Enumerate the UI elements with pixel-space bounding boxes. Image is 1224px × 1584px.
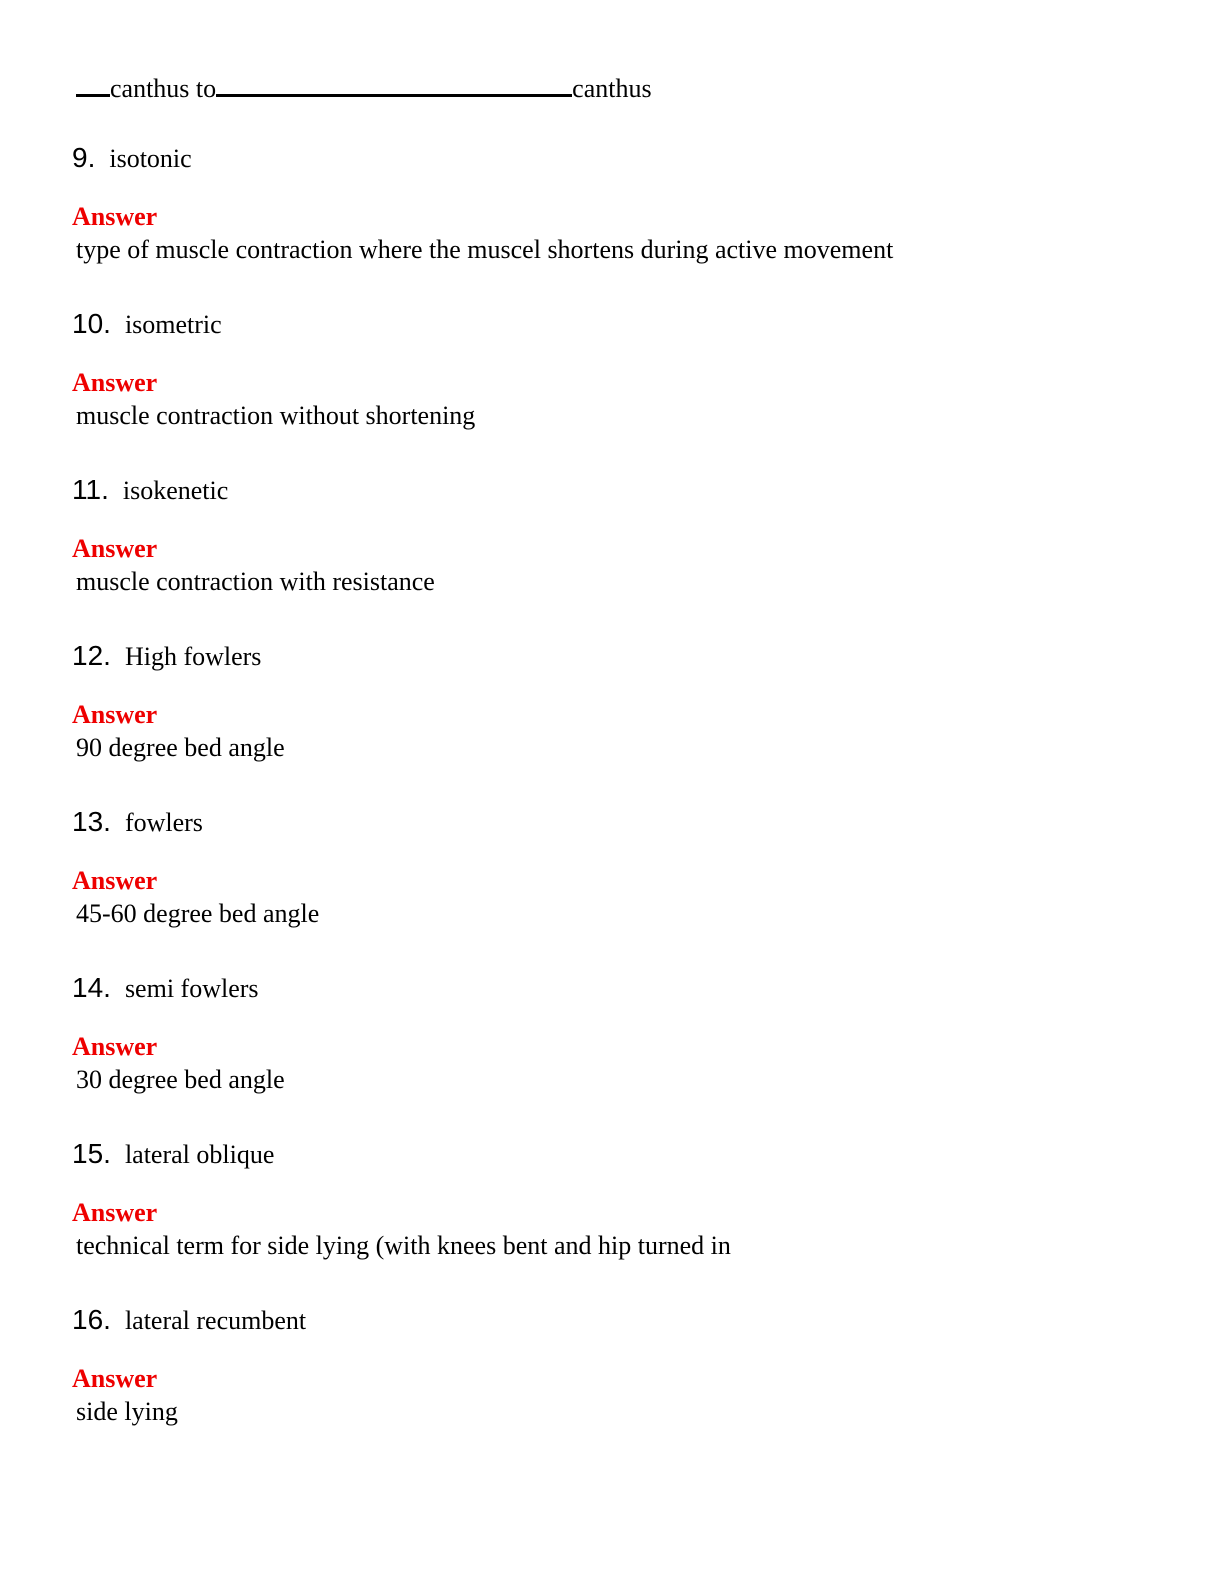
question-item-15 — [72, 1134, 1172, 1262]
answer-label: Answer — [72, 1198, 158, 1227]
question-term: High fowlers — [124, 642, 262, 671]
question-line — [72, 1300, 1172, 1340]
question-term: isometric — [124, 310, 222, 339]
blank-long — [216, 70, 572, 97]
question-term: isokenetic — [122, 476, 229, 505]
answer-text: technical term for side lying (with knees bent and hip turned in — [76, 1231, 731, 1260]
answer-text: muscle contraction without shortening — [76, 401, 476, 430]
answer-text: 90 degree bed angle — [76, 733, 285, 762]
question-line — [72, 470, 1172, 510]
answer-label: Answer — [72, 1032, 158, 1061]
answer-text: type of muscle contraction where the muscel shortens during active movement — [76, 235, 894, 264]
fill-text-part1: canthus to — [110, 74, 217, 103]
question-item-16 — [72, 1300, 1172, 1428]
question-term: lateral oblique — [124, 1140, 275, 1169]
answer-label: Answer — [72, 700, 158, 729]
question-item-11 — [72, 470, 1172, 598]
question-line — [72, 968, 1172, 1008]
question-number: 11. — [72, 474, 109, 505]
answer-label: Answer — [72, 368, 158, 397]
question-line — [72, 802, 1172, 842]
answer-label: Answer — [72, 866, 158, 895]
question-item-12 — [72, 636, 1172, 764]
question-term: semi fowlers — [124, 974, 259, 1003]
question-term: isotonic — [109, 144, 192, 173]
fill-in-blank-line — [76, 70, 652, 107]
question-line — [72, 304, 1172, 344]
question-line — [72, 138, 1172, 178]
question-number: 12. — [72, 640, 111, 671]
question-number: 14. — [72, 972, 111, 1003]
question-item-10 — [72, 304, 1172, 432]
answer-text: 30 degree bed angle — [76, 1065, 285, 1094]
answer-text: side lying — [76, 1397, 178, 1426]
answer-label: Answer — [72, 202, 158, 231]
question-item-9 — [72, 138, 1172, 266]
answer-label: Answer — [72, 1364, 158, 1393]
question-number: 10. — [72, 308, 111, 339]
question-number: 16. — [72, 1304, 111, 1335]
question-term: lateral recumbent — [124, 1306, 307, 1335]
question-item-14 — [72, 968, 1172, 1096]
answer-text: 45-60 degree bed angle — [76, 899, 320, 928]
question-number: 9. — [72, 142, 96, 173]
answer-label: Answer — [72, 534, 158, 563]
question-number: 13. — [72, 806, 111, 837]
question-term: fowlers — [124, 808, 203, 837]
question-number: 15. — [72, 1138, 111, 1169]
question-line — [72, 1134, 1172, 1174]
blank-short — [76, 70, 110, 97]
answer-text: muscle contraction with resistance — [76, 567, 435, 596]
question-item-13 — [72, 802, 1172, 930]
question-line — [72, 636, 1172, 676]
fill-text-part2: canthus — [572, 74, 652, 103]
